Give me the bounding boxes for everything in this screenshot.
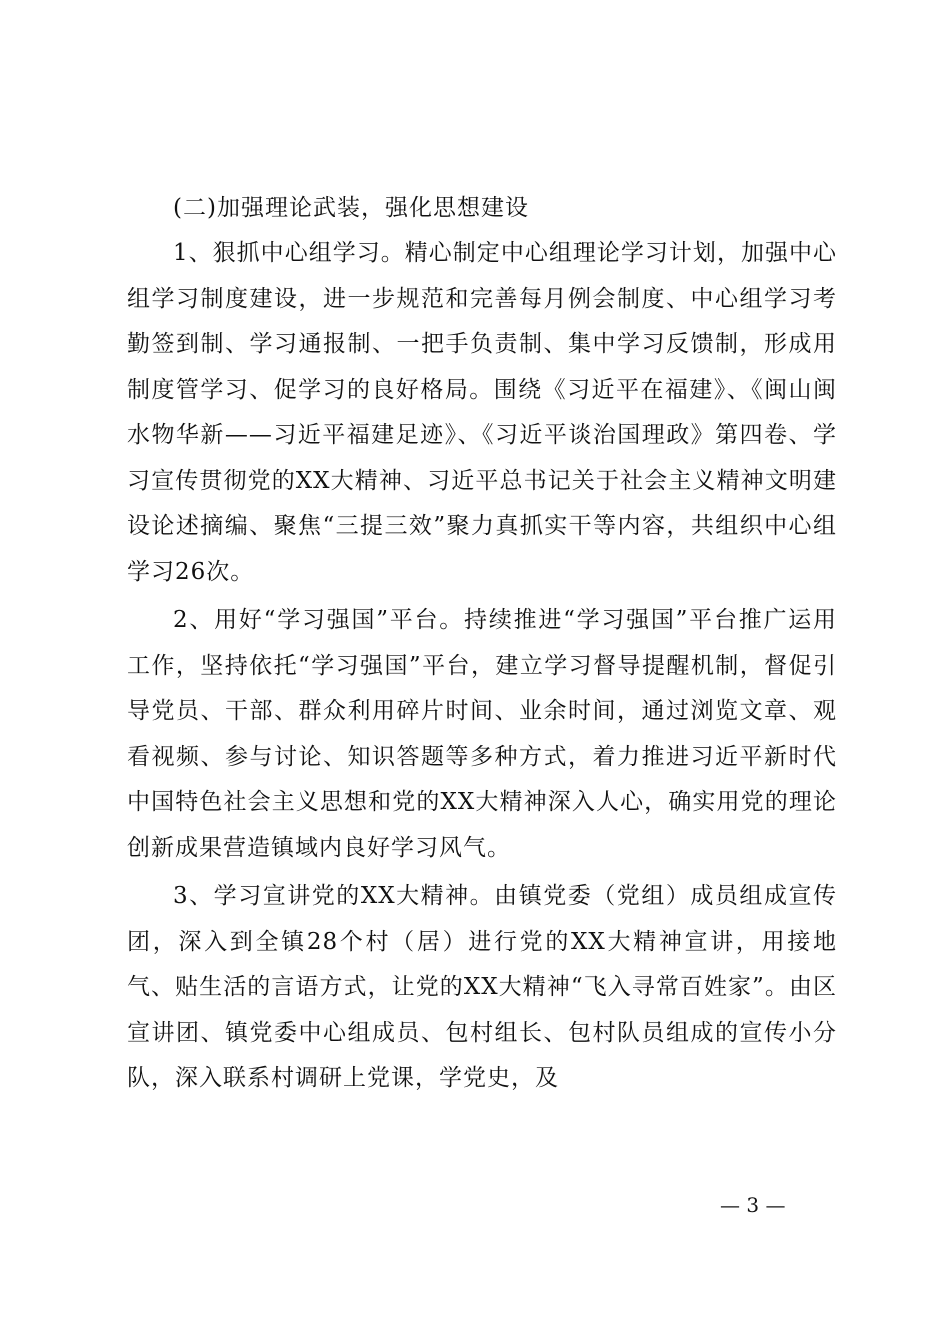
paragraph-1: 1、狠抓中心组学习。精心制定中心组理论学习计划，加强中心组学习制度建设，进一步规范和完善每月例会制度、中心组学习考勤签到制、学习通报制、一把手负责制、集中学习反馈制，形成用制度管学习、促学习的良好格局。围绕《习近平在福建》、《闽山闽水物华新——习近平福建足迹》、《习近平谈治国理政》第四卷、学习宣传贯彻党的XX大精神、习近平总书记关于社会主义精神文明建设论述摘编、聚焦“三提三效”聚力真抓实干等内容，共组织中心组学习26次。 (127, 240, 837, 585)
section-heading: (二)加强理论武装，强化思想建设 (173, 195, 529, 221)
paragraph-3: 3、学习宣讲党的XX大精神。由镇党委（党组）成员组成宣传团，深入到全镇28个村（居）进行党的XX大精神宣讲，用接地气、贴生活的言语方式，让党的XX大精神“飞入寻常百姓家”。由区宣讲团、镇党委中心组成员、包村组长、包村队员组成的宣传小分队，深入联系村调研上党课，学党史，及 (127, 883, 837, 1091)
paragraph-2: 2、用好“学习强国”平台。持续推进“学习强国”平台推广运用工作，坚持依托“学习强国”平台，建立学习督导提醒机制，督促引导党员、干部、群众利用碎片时间、业余时间，通过浏览文章、观看视频、参与讨论、知识答题等多种方式，着力推进习近平新时代中国特色社会主义思想和党的XX大精神深入人心，确实用党的理论创新成果营造镇域内良好学习风气。 (127, 607, 837, 861)
document-body (127, 186, 837, 1102)
page-number: — 3 — (720, 1193, 786, 1217)
